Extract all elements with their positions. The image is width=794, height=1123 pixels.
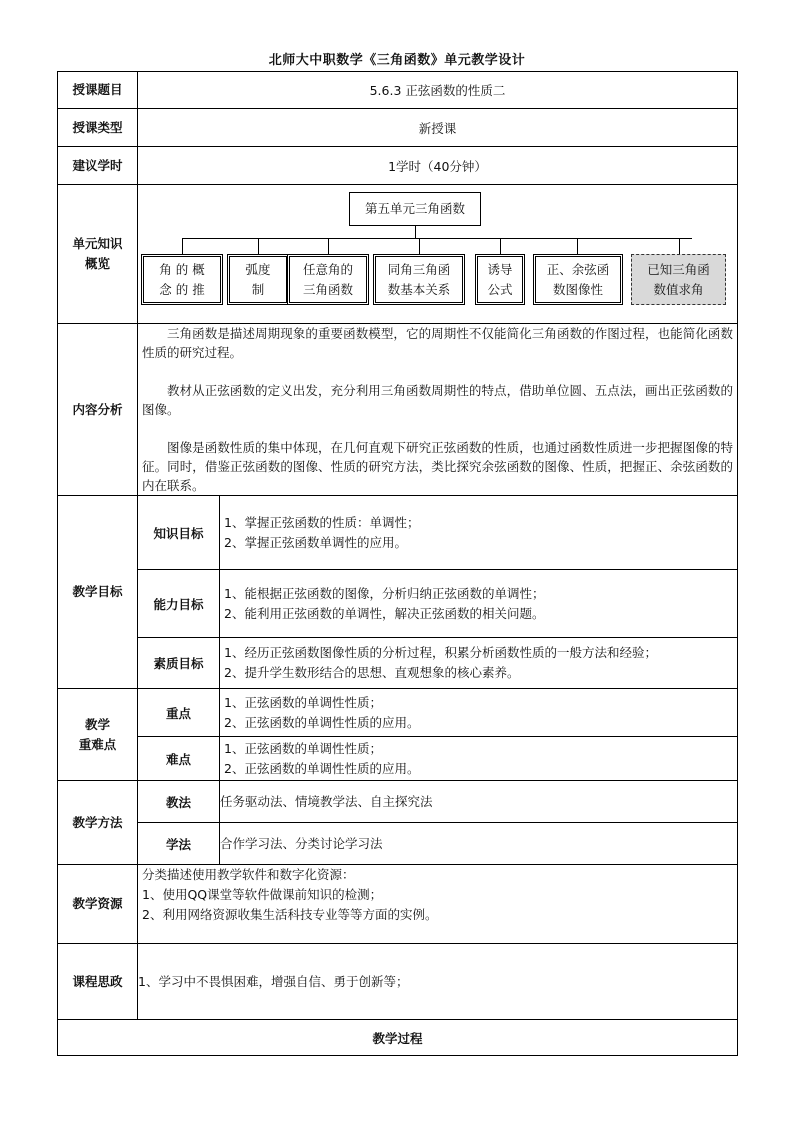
row-learning-method [58, 823, 738, 865]
topic-label: 授课题目 [58, 72, 138, 109]
row-hours [58, 147, 738, 185]
row-overview [58, 185, 738, 324]
tree-root-connector [415, 226, 416, 238]
tree-branch-7 [679, 238, 680, 254]
tree-node-induction-formula: 诱导 公式 [475, 254, 525, 305]
row-goal-knowledge [58, 496, 738, 570]
quality-goal-label: 素质目标 [138, 638, 220, 689]
ideology-label: 课程思政 [58, 944, 138, 1020]
row-key-point [58, 689, 738, 737]
topic-value: 5.6.3 正弦函数的性质二 [138, 72, 738, 109]
row-resources [58, 865, 738, 944]
difficult-point-item-2: 2、正弦函数的单调性性质的应用。 [224, 760, 420, 776]
analysis-paragraph-1: 三角函数是描述周期现象的重要函数模型，它的周期性不仅能简化三角函数的作图过程，也能简化函数性质的研究过程。 [142, 326, 733, 360]
type-value: 新授课 [138, 109, 738, 147]
knowledge-goal-label: 知识目标 [138, 496, 220, 570]
row-analysis [58, 324, 738, 496]
row-topic [58, 72, 738, 109]
overview-label-line1: 单元知识 [72, 236, 123, 251]
key-point-item-1: 1、正弦函数的单调性性质； [224, 694, 382, 710]
type-label: 授课类型 [58, 109, 138, 147]
learning-method-value: 合作学习法、分类讨论学习法 [220, 823, 738, 865]
resources-line-2: 1、使用QQ课堂等软件做课前知识的检测； [142, 887, 383, 902]
tree-node-angle-concept: 角 的 概 念 的 推 [141, 254, 223, 305]
learning-method-label: 学法 [138, 823, 220, 865]
ability-goal-item-2: 2、能利用正弦函数的单调性，解决正弦函数的相关问题。 [224, 605, 545, 621]
resources-line-3: 2、利用网络资源收集生活科技专业等等方面的实例。 [142, 907, 438, 922]
tree-node-same-angle-relation: 同角三角函 数基本关系 [373, 254, 465, 305]
key-point-label: 重点 [138, 689, 220, 737]
quality-goal-content [220, 638, 738, 689]
row-goal-quality [58, 638, 738, 689]
difficult-point-label: 难点 [138, 737, 220, 781]
keypoints-label [58, 689, 138, 781]
quality-goal-item-1: 1、经历正弦函数图像性质的分析过程，积累分析函数性质的一般方法和经验； [224, 645, 657, 660]
methods-label: 教学方法 [58, 781, 138, 865]
row-ideology [58, 944, 738, 1020]
row-type [58, 109, 738, 147]
tree-branch-3 [328, 238, 329, 254]
tree-root-node: 第五单元三角函数 [349, 192, 481, 226]
row-process [58, 1020, 738, 1056]
keypoints-label-line2: 重难点 [78, 736, 117, 752]
analysis-label: 内容分析 [58, 324, 138, 496]
overview-label [58, 185, 138, 324]
document-title: 北师大中职数学《三角函数》单元教学设计 [268, 53, 526, 68]
tree-branch-5 [500, 238, 501, 254]
tree-node-find-angle: 已知三角函 数值求角 [631, 254, 726, 305]
resources-content [138, 865, 738, 944]
resources-label: 教学资源 [58, 865, 138, 944]
key-point-item-2: 2、正弦函数的单调性性质的应用。 [224, 714, 420, 730]
knowledge-tree-diagram [138, 190, 738, 318]
key-point-content [220, 689, 738, 737]
tree-branch-2 [258, 238, 259, 254]
teaching-method-value: 任务驱动法、情境教学法、自主探究法 [220, 781, 738, 823]
knowledge-goal-item-2: 2、掌握正弦函数单调性的应用。 [224, 534, 407, 550]
tree-branch-6 [577, 238, 578, 254]
analysis-paragraph-2: 教材从正弦函数的定义出发，充分利用三角函数周期性的特点，借助单位圆、五点法，画出正弦函数的图像。 [142, 383, 733, 417]
process-heading: 教学过程 [58, 1020, 738, 1056]
ideology-value: 1、学习中不畏惧困难，增强自信、勇于创新等； [138, 944, 738, 1020]
resources-line-1: 分类描述使用教学软件和数字化资源： [142, 867, 355, 882]
row-goal-ability [58, 570, 738, 638]
tree-branch-1 [182, 238, 183, 254]
ability-goal-item-1: 1、能根据正弦函数的图像，分析归纳正弦函数的单调性； [224, 585, 545, 601]
teaching-method-label: 教法 [138, 781, 220, 823]
tree-branch-4 [419, 238, 420, 254]
tree-node-any-angle-trig: 任意角的 三角函数 [287, 254, 369, 305]
tree-node-radian: 弧度 制 [227, 254, 289, 305]
ability-goal-content [220, 570, 738, 638]
knowledge-goal-item-1: 1、掌握正弦函数的性质：单调性； [224, 514, 420, 530]
analysis-content [138, 324, 738, 496]
overview-label-line2: 概览 [84, 256, 110, 271]
difficult-point-content [220, 737, 738, 781]
lesson-plan-table [57, 71, 738, 1056]
keypoints-label-line1: 教学 [84, 716, 110, 732]
overview-diagram-cell [138, 185, 738, 324]
goals-label: 教学目标 [58, 496, 138, 689]
analysis-paragraph-3: 图像是函数性质的集中体现，在几何直观下研究正弦函数的性质，也通过函数性质进一步把握图像的特征。同时，借鉴正弦函数的图像、性质的研究方法，类比探究余弦函数的图像、性质，把握正、余弦函数的内在联系。 [142, 440, 733, 493]
difficult-point-item-1: 1、正弦函数的单调性性质； [224, 740, 382, 756]
ability-goal-label: 能力目标 [138, 570, 220, 638]
tree-node-sin-cos-graph: 正、余弦函 数图像性 [533, 254, 623, 305]
hours-value: 1学时（40分钟） [138, 147, 738, 185]
knowledge-goal-content [220, 496, 738, 570]
row-difficult-point [58, 737, 738, 781]
row-teaching-method [58, 781, 738, 823]
hours-label: 建议学时 [58, 147, 138, 185]
quality-goal-item-2: 2、提升学生数形结合的思想、直观想象的核心素养。 [224, 665, 520, 680]
